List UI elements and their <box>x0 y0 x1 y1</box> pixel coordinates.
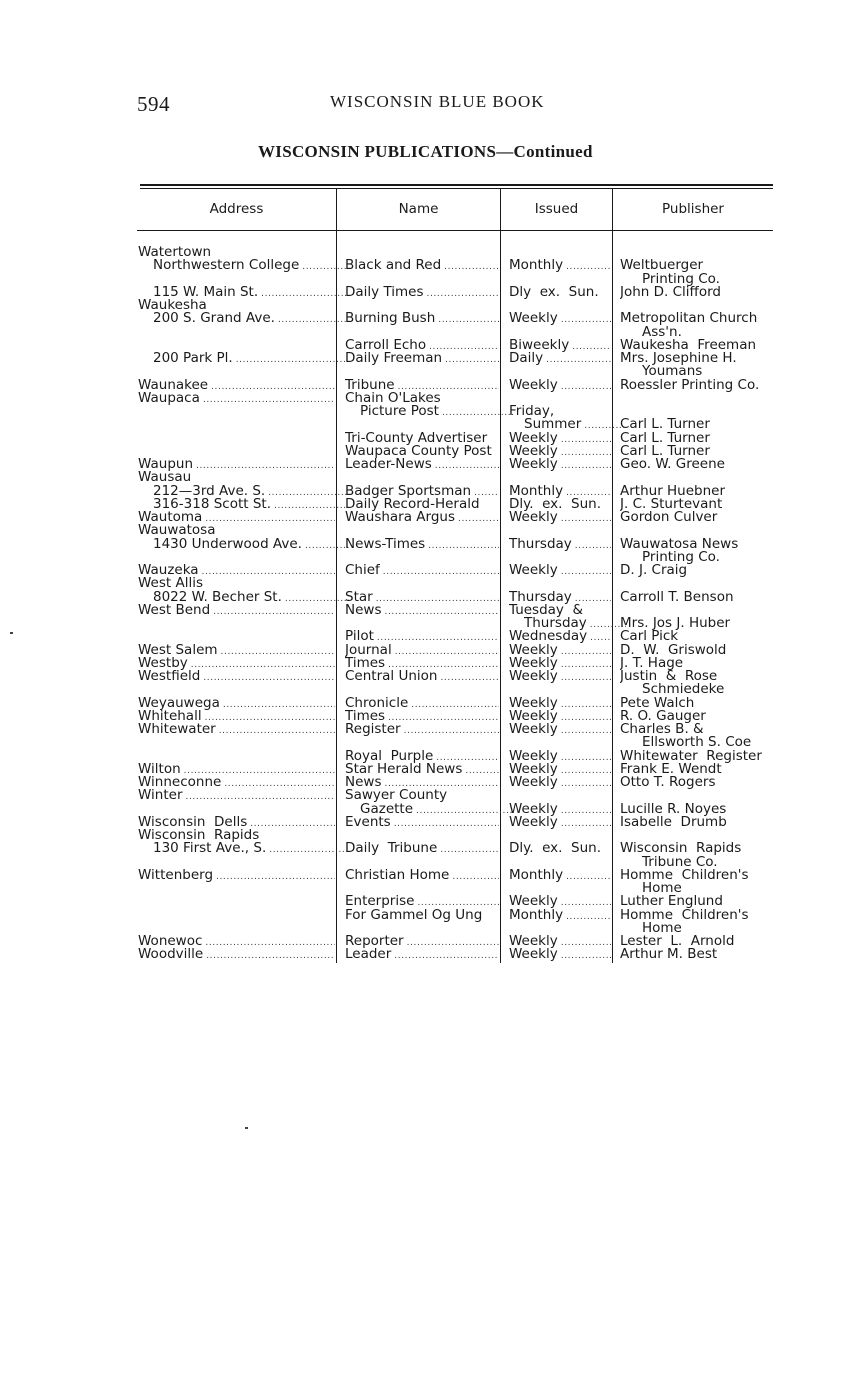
column-header-name: Name <box>398 201 439 217</box>
publisher-cell <box>620 564 775 577</box>
publisher-cell <box>620 750 775 763</box>
name-cell <box>345 604 499 619</box>
name-cell-text: Reporter <box>345 935 404 949</box>
issued-cell <box>509 869 611 884</box>
issued-cell-text: Thursday <box>509 537 572 552</box>
address-cell-text: Waupaca <box>138 391 200 406</box>
dot-leader <box>384 606 499 619</box>
address-cell <box>138 392 335 407</box>
publisher-cell-continuation: Printing Co. <box>642 550 720 564</box>
name-cell-text: Daily Tribune <box>345 842 438 857</box>
address-cell-text: 200 Park Pl. <box>153 352 233 366</box>
publisher-cell-text: Carl L. Turner <box>620 431 710 445</box>
issued-cell <box>509 816 611 831</box>
issued-cell-text: Monthly <box>509 908 564 923</box>
publisher-cell-text: R. O. Gauger <box>620 709 706 723</box>
address-cell-text: 212—3rd Ave. S. <box>153 484 266 499</box>
address-cell-text: 316-318 Scott St. <box>153 497 271 512</box>
section-title: WISCONSIN PUBLICATIONS—Continued <box>258 142 593 161</box>
publisher-cell-text: Luther Englund <box>620 895 723 909</box>
publisher-cell-text: Arthur M. Best <box>620 948 718 962</box>
issued-cell-text: Weekly <box>509 895 558 910</box>
address-cell <box>138 842 350 857</box>
issued-cell-text: Weekly <box>509 378 558 393</box>
issued-cell <box>509 498 611 511</box>
name-cell-text: News <box>345 603 382 618</box>
publisher-cell <box>620 630 775 643</box>
publisher-cell <box>620 842 775 855</box>
name-cell <box>345 286 499 301</box>
dot-leader <box>216 871 335 884</box>
name-cell-text: News-Times <box>345 537 426 552</box>
issued-cell-text: Weekly <box>509 762 558 777</box>
publisher-cell <box>620 312 775 325</box>
issued-cell <box>509 379 611 394</box>
issued-cell <box>509 405 611 418</box>
address-cell-text: Waupun <box>138 458 193 472</box>
dot-leader <box>394 950 499 963</box>
dot-leader <box>566 871 611 884</box>
address-cell <box>138 246 335 259</box>
issued-cell <box>509 948 611 963</box>
name-cell <box>345 869 499 884</box>
issued-cell-text: Dly. ex. Sun. <box>509 497 601 511</box>
address-cell <box>138 604 335 619</box>
publisher-cell <box>620 379 775 392</box>
issued-cell-text: Friday, <box>509 405 555 419</box>
publisher-cell <box>620 763 775 776</box>
publisher-cell <box>620 458 775 471</box>
publisher-cell <box>620 498 775 511</box>
name-cell-text: Christian Home <box>345 868 450 883</box>
publisher-cell-continuation: Home <box>642 882 682 896</box>
dot-leader <box>566 911 611 924</box>
address-cell-text: 1430 Underwood Ave. <box>153 537 302 552</box>
name-cell-text: Daily Freeman <box>345 352 443 366</box>
publisher-cell <box>620 869 775 882</box>
name-cell-text: Times <box>345 656 386 671</box>
name-cell <box>345 259 499 274</box>
issued-cell <box>509 538 611 553</box>
address-cell <box>138 723 335 738</box>
name-cell-text: Black and Red <box>345 259 442 274</box>
name-cell <box>345 392 499 405</box>
issued-cell-text: Daily <box>509 352 544 366</box>
issued-cell-text: Weekly <box>509 776 558 790</box>
issued-cell-text: Monthly <box>509 868 564 883</box>
address-cell-text: Weyauwega <box>138 696 220 711</box>
issued-cell <box>509 286 611 299</box>
issued-cell <box>509 511 611 526</box>
address-cell-text: West Allis <box>138 577 204 591</box>
dot-leader <box>236 354 350 367</box>
dot-leader <box>219 725 335 738</box>
dot-leader <box>383 566 499 579</box>
name-cell-text: Royal Purple <box>345 749 434 764</box>
name-cell-text: Star <box>345 590 373 605</box>
dot-leader <box>561 460 611 473</box>
name-cell-text: Tribune <box>345 378 395 393</box>
publisher-cell-text: Geo. W. Greene <box>620 458 725 472</box>
address-cell-text: West Bend <box>138 603 211 618</box>
publisher-cell-text: Otto T. Rogers <box>620 776 716 790</box>
address-cell-text: Westby <box>138 656 188 671</box>
dot-leader <box>566 261 611 274</box>
address-cell <box>138 670 335 685</box>
name-cell <box>345 538 499 553</box>
dot-leader <box>278 314 350 327</box>
issued-cell-text: Weekly <box>509 709 558 724</box>
issued-cell-text: Weekly <box>509 670 558 684</box>
issued-cell <box>509 564 611 579</box>
issued-cell-text: Weekly <box>509 815 558 830</box>
address-cell-text: Northwestern College <box>153 259 300 274</box>
issued-cell <box>509 259 611 274</box>
scan-speck <box>10 632 13 634</box>
publisher-cell <box>620 697 775 710</box>
issued-cell-text: Weekly <box>509 656 558 671</box>
name-cell <box>345 458 499 473</box>
dot-leader <box>213 606 335 619</box>
name-cell-text: Register <box>345 723 401 737</box>
address-cell-text: Wisconsin Dells <box>138 815 248 830</box>
address-cell-text: Whitewater <box>138 723 216 737</box>
address-cell-text: Wauzeka <box>138 564 199 578</box>
address-cell <box>138 829 335 842</box>
name-cell <box>345 498 499 511</box>
name-cell <box>345 670 499 685</box>
issued-cell-text: Biweekly <box>509 338 570 353</box>
publisher-cell <box>620 432 775 445</box>
issued-cell-text: Weekly <box>509 948 558 963</box>
dot-leader <box>186 791 335 804</box>
name-cell-text: Waupaca County Post <box>345 444 492 458</box>
issued-cell-text: Wednesday <box>509 630 588 645</box>
name-cell-text: Daily Record-Herald <box>345 497 480 511</box>
dot-leader <box>440 844 499 857</box>
name-cell <box>345 432 499 445</box>
name-cell <box>345 842 499 857</box>
publisher-cell-text: Mrs. Josephine H. <box>620 352 737 366</box>
publisher-cell <box>620 418 775 431</box>
name-cell-text: Burning Bush <box>345 312 436 327</box>
issued-cell-text: Tuesday & <box>509 603 584 617</box>
issued-cell <box>509 909 611 924</box>
publisher-cell-text: Carroll T. Benson <box>620 590 734 604</box>
issued-cell <box>509 458 611 473</box>
dot-leader <box>302 261 350 274</box>
name-cell-text: Journal <box>345 643 392 658</box>
name-cell-text: Chief <box>345 564 380 578</box>
publisher-cell-continuation: Schmiedeke <box>642 683 725 697</box>
issued-cell-text: Weekly <box>509 723 558 737</box>
issued-cell-text: Weekly <box>509 643 558 658</box>
address-cell <box>138 538 350 553</box>
publisher-cell-text: Frank E. Wendt <box>620 762 722 776</box>
name-cell-text: Events <box>345 815 391 830</box>
publisher-cell <box>620 286 775 299</box>
publisher-cell-continuation: Ass'n. <box>642 325 682 339</box>
publisher-cell <box>620 644 775 657</box>
name-cell <box>345 564 499 579</box>
publisher-cell-text: Wauwatosa News <box>620 537 739 551</box>
dot-leader <box>546 354 611 367</box>
publisher-cell-text: John D. Clifford <box>620 285 721 299</box>
address-cell <box>138 312 350 327</box>
publisher-cell-continuation: Printing Co. <box>642 272 720 286</box>
issued-cell <box>509 604 611 617</box>
dot-leader <box>435 460 499 473</box>
name-cell-text: Sawyer County <box>345 789 448 803</box>
publisher-cell-text: J. C. Sturtevant <box>620 497 723 511</box>
dot-leader <box>561 381 611 394</box>
address-cell <box>138 299 335 312</box>
issued-cell-text: Thursday <box>524 617 587 631</box>
name-cell-text: News <box>345 776 382 790</box>
issued-cell-text: Weekly <box>509 696 558 711</box>
address-cell-text: Waunakee <box>138 378 209 393</box>
dot-leader <box>444 261 499 274</box>
dot-leader <box>561 314 611 327</box>
publisher-cell <box>620 445 775 458</box>
name-cell <box>345 312 499 327</box>
publisher-cell <box>620 803 775 816</box>
dot-leader <box>561 950 611 963</box>
publisher-cell <box>620 816 775 829</box>
address-cell-text: West Salem <box>138 643 218 658</box>
publisher-cell-text: J. T. Hage <box>620 656 684 670</box>
address-cell-text: Wonewoc <box>138 935 203 949</box>
issued-cell-text: Weekly <box>509 312 558 327</box>
page-number: 594 <box>137 92 170 116</box>
name-cell <box>345 723 499 738</box>
address-cell <box>138 471 335 484</box>
address-cell-text: Westfield <box>138 670 201 684</box>
issued-cell-text: Weekly <box>509 802 558 817</box>
issued-cell-text: Dly ex. Sun. <box>509 285 599 299</box>
issued-cell-text: Thursday <box>509 590 572 605</box>
name-cell-text: For Gammel Og Ung <box>345 908 483 922</box>
issued-cell <box>509 776 611 791</box>
issued-cell-text: Weekly <box>509 511 558 525</box>
address-cell <box>138 869 335 884</box>
address-cell-text: Waukesha <box>138 299 207 313</box>
address-cell <box>138 352 350 367</box>
publisher-cell-text: Carl L. Turner <box>620 418 710 432</box>
address-cell-text: 130 First Ave., S. <box>153 842 267 857</box>
dot-leader <box>305 540 350 553</box>
name-cell <box>345 405 514 420</box>
name-cell-text: Carroll Echo <box>345 338 427 353</box>
publisher-cell-text: Arthur Huebner <box>620 484 726 498</box>
issued-cell-text: Weekly <box>509 444 558 459</box>
address-cell <box>138 789 335 804</box>
address-cell-text: Winneconne <box>138 776 222 790</box>
address-cell-text: 8022 W. Becher St. <box>153 590 282 605</box>
publisher-cell-text: Metropolitan Church <box>620 312 758 326</box>
dot-leader <box>404 725 499 738</box>
publisher-cell <box>620 948 775 961</box>
publisher-cell-text: Weltbuerger <box>620 259 704 273</box>
publisher-cell-text: D. W. Griswold <box>620 643 727 657</box>
issued-cell <box>509 670 611 685</box>
publisher-cell-text: Lester L. Arnold <box>620 935 735 949</box>
dot-leader <box>427 288 499 301</box>
publisher-cell <box>620 710 775 723</box>
address-cell-text: Watertown <box>138 246 212 260</box>
name-cell-text: Gazette <box>360 802 414 817</box>
name-cell-text: Tri-County Advertiser <box>345 431 488 445</box>
name-cell-text: Central Union <box>345 670 438 684</box>
publisher-cell-text: Wisconsin Rapids <box>620 842 742 856</box>
name-cell <box>345 789 499 802</box>
publisher-cell-text: Gordon Culver <box>620 511 718 525</box>
publisher-cell <box>620 723 775 736</box>
address-cell-text: Woodville <box>138 948 204 963</box>
issued-cell-text: Weekly <box>509 935 558 949</box>
issued-cell-text: Monthly <box>509 484 564 499</box>
publisher-cell <box>620 895 775 908</box>
address-cell <box>138 577 335 590</box>
publisher-cell-continuation: Ellsworth S. Coe <box>642 736 752 750</box>
address-cell-text: Wilton <box>138 762 181 777</box>
dot-leader <box>561 725 611 738</box>
running-head: WISCONSIN BLUE BOOK <box>330 92 545 111</box>
name-cell-text: Enterprise <box>345 895 415 910</box>
address-cell-text: 115 W. Main St. <box>153 285 259 300</box>
column-header-issued: Issued <box>534 201 579 217</box>
address-cell <box>138 948 335 963</box>
publisher-cell-text: Mrs. Jos J. Huber <box>620 617 731 631</box>
name-cell-text: Leader <box>345 948 392 963</box>
dot-leader <box>203 394 335 407</box>
issued-cell-text: Dly. ex. Sun. <box>509 842 601 856</box>
name-cell-text: Badger Sportsman <box>345 484 472 499</box>
name-cell <box>345 511 499 526</box>
issued-cell-text: Weekly <box>509 458 558 472</box>
name-cell <box>345 909 499 922</box>
dot-leader <box>561 566 611 579</box>
dot-leader <box>575 540 611 553</box>
name-cell-text: Picture Post <box>360 405 439 419</box>
address-cell-text: Wausau <box>138 471 192 485</box>
publisher-cell <box>620 909 775 922</box>
dot-leader <box>561 513 611 526</box>
publisher-cell <box>620 657 775 670</box>
dot-leader <box>452 871 499 884</box>
name-cell-text: Times <box>345 709 386 724</box>
name-cell-text: Leader-News <box>345 458 432 472</box>
issued-cell-text: Summer <box>524 418 582 433</box>
publisher-cell-continuation: Home <box>642 921 682 935</box>
publisher-cell-text: Pete Walch <box>620 696 695 710</box>
dot-leader <box>561 672 611 685</box>
issued-cell <box>509 842 611 855</box>
address-cell-text: Wauwatosa <box>138 524 216 538</box>
publisher-cell <box>620 538 775 551</box>
address-cell <box>138 259 350 274</box>
dot-leader <box>269 844 350 857</box>
publisher-cell <box>620 670 775 683</box>
column-header-address: Address <box>209 201 264 217</box>
publisher-cell-text: Waukesha Freeman <box>620 338 757 352</box>
publisher-cell-text: Homme Children's <box>620 908 749 922</box>
address-cell-text: 200 S. Grand Ave. <box>153 312 275 327</box>
publisher-cell-text: Whitewater Register <box>620 749 762 763</box>
address-cell-text: Wautoma <box>138 511 203 525</box>
publisher-cell-continuation: Youmans <box>642 365 703 379</box>
name-cell <box>345 445 499 458</box>
name-cell <box>345 352 499 367</box>
publisher-cell <box>620 511 775 524</box>
name-cell-text: Pilot <box>345 630 374 645</box>
issued-cell-text: Weekly <box>509 749 558 764</box>
publisher-cell-continuation: Tribune Co. <box>642 855 718 869</box>
dot-leader <box>561 818 611 831</box>
dot-leader <box>445 354 499 367</box>
scan-speck <box>245 1127 248 1129</box>
dot-leader <box>428 540 499 553</box>
issued-cell-text: Monthly <box>509 259 564 274</box>
publisher-cell <box>620 617 775 630</box>
publisher-cell-text: Carl L. Turner <box>620 444 710 458</box>
name-cell <box>345 948 499 963</box>
name-cell-text: Star Herald News <box>345 762 463 777</box>
publisher-cell <box>620 485 775 498</box>
publisher-cell-text: Isabelle Drumb <box>620 815 727 829</box>
name-cell-text: Chronicle <box>345 696 409 711</box>
issued-cell-text: Weekly <box>509 431 558 446</box>
address-cell-text: Whitehall <box>138 709 202 724</box>
dot-leader <box>206 950 335 963</box>
name-cell <box>345 816 499 831</box>
publisher-cell-text: Homme Children's <box>620 868 749 882</box>
address-cell <box>138 524 335 537</box>
publisher-cell-text: Lucille R. Noyes <box>620 802 727 816</box>
publisher-cell-text: Charles B. & <box>620 723 704 737</box>
address-cell-text: Wisconsin Rapids <box>138 829 260 843</box>
issued-cell-text: Weekly <box>509 564 558 578</box>
dot-leader <box>438 314 499 327</box>
publisher-cell <box>620 259 775 272</box>
dot-leader <box>440 672 499 685</box>
publisher-cell-text: Justin & Rose <box>620 670 718 684</box>
address-cell-text: Wittenberg <box>138 868 214 883</box>
issued-cell <box>509 352 611 367</box>
dot-leader <box>561 778 611 791</box>
name-cell-text: Waushara Argus <box>345 511 455 525</box>
issued-cell <box>509 723 611 738</box>
name-cell-text: Chain O'Lakes <box>345 391 441 405</box>
name-cell-text: Daily Times <box>345 285 424 300</box>
publisher-cell <box>620 339 775 352</box>
publisher-cell <box>620 935 775 948</box>
publisher-cell <box>620 591 775 604</box>
publisher-cell <box>620 776 775 789</box>
publisher-cell <box>620 352 775 365</box>
dot-leader <box>394 818 499 831</box>
publisher-cell-text: D. J. Craig <box>620 564 688 578</box>
dot-leader <box>442 407 514 420</box>
issued-cell <box>509 312 611 327</box>
publisher-cell-text: Carl Pick <box>620 630 679 644</box>
dot-leader <box>203 672 335 685</box>
address-cell-text: Winter <box>138 789 183 804</box>
publisher-cell-text: Roessler Printing Co. <box>620 378 760 392</box>
column-header-publisher: Publisher <box>662 201 724 217</box>
dot-leader <box>458 513 499 526</box>
